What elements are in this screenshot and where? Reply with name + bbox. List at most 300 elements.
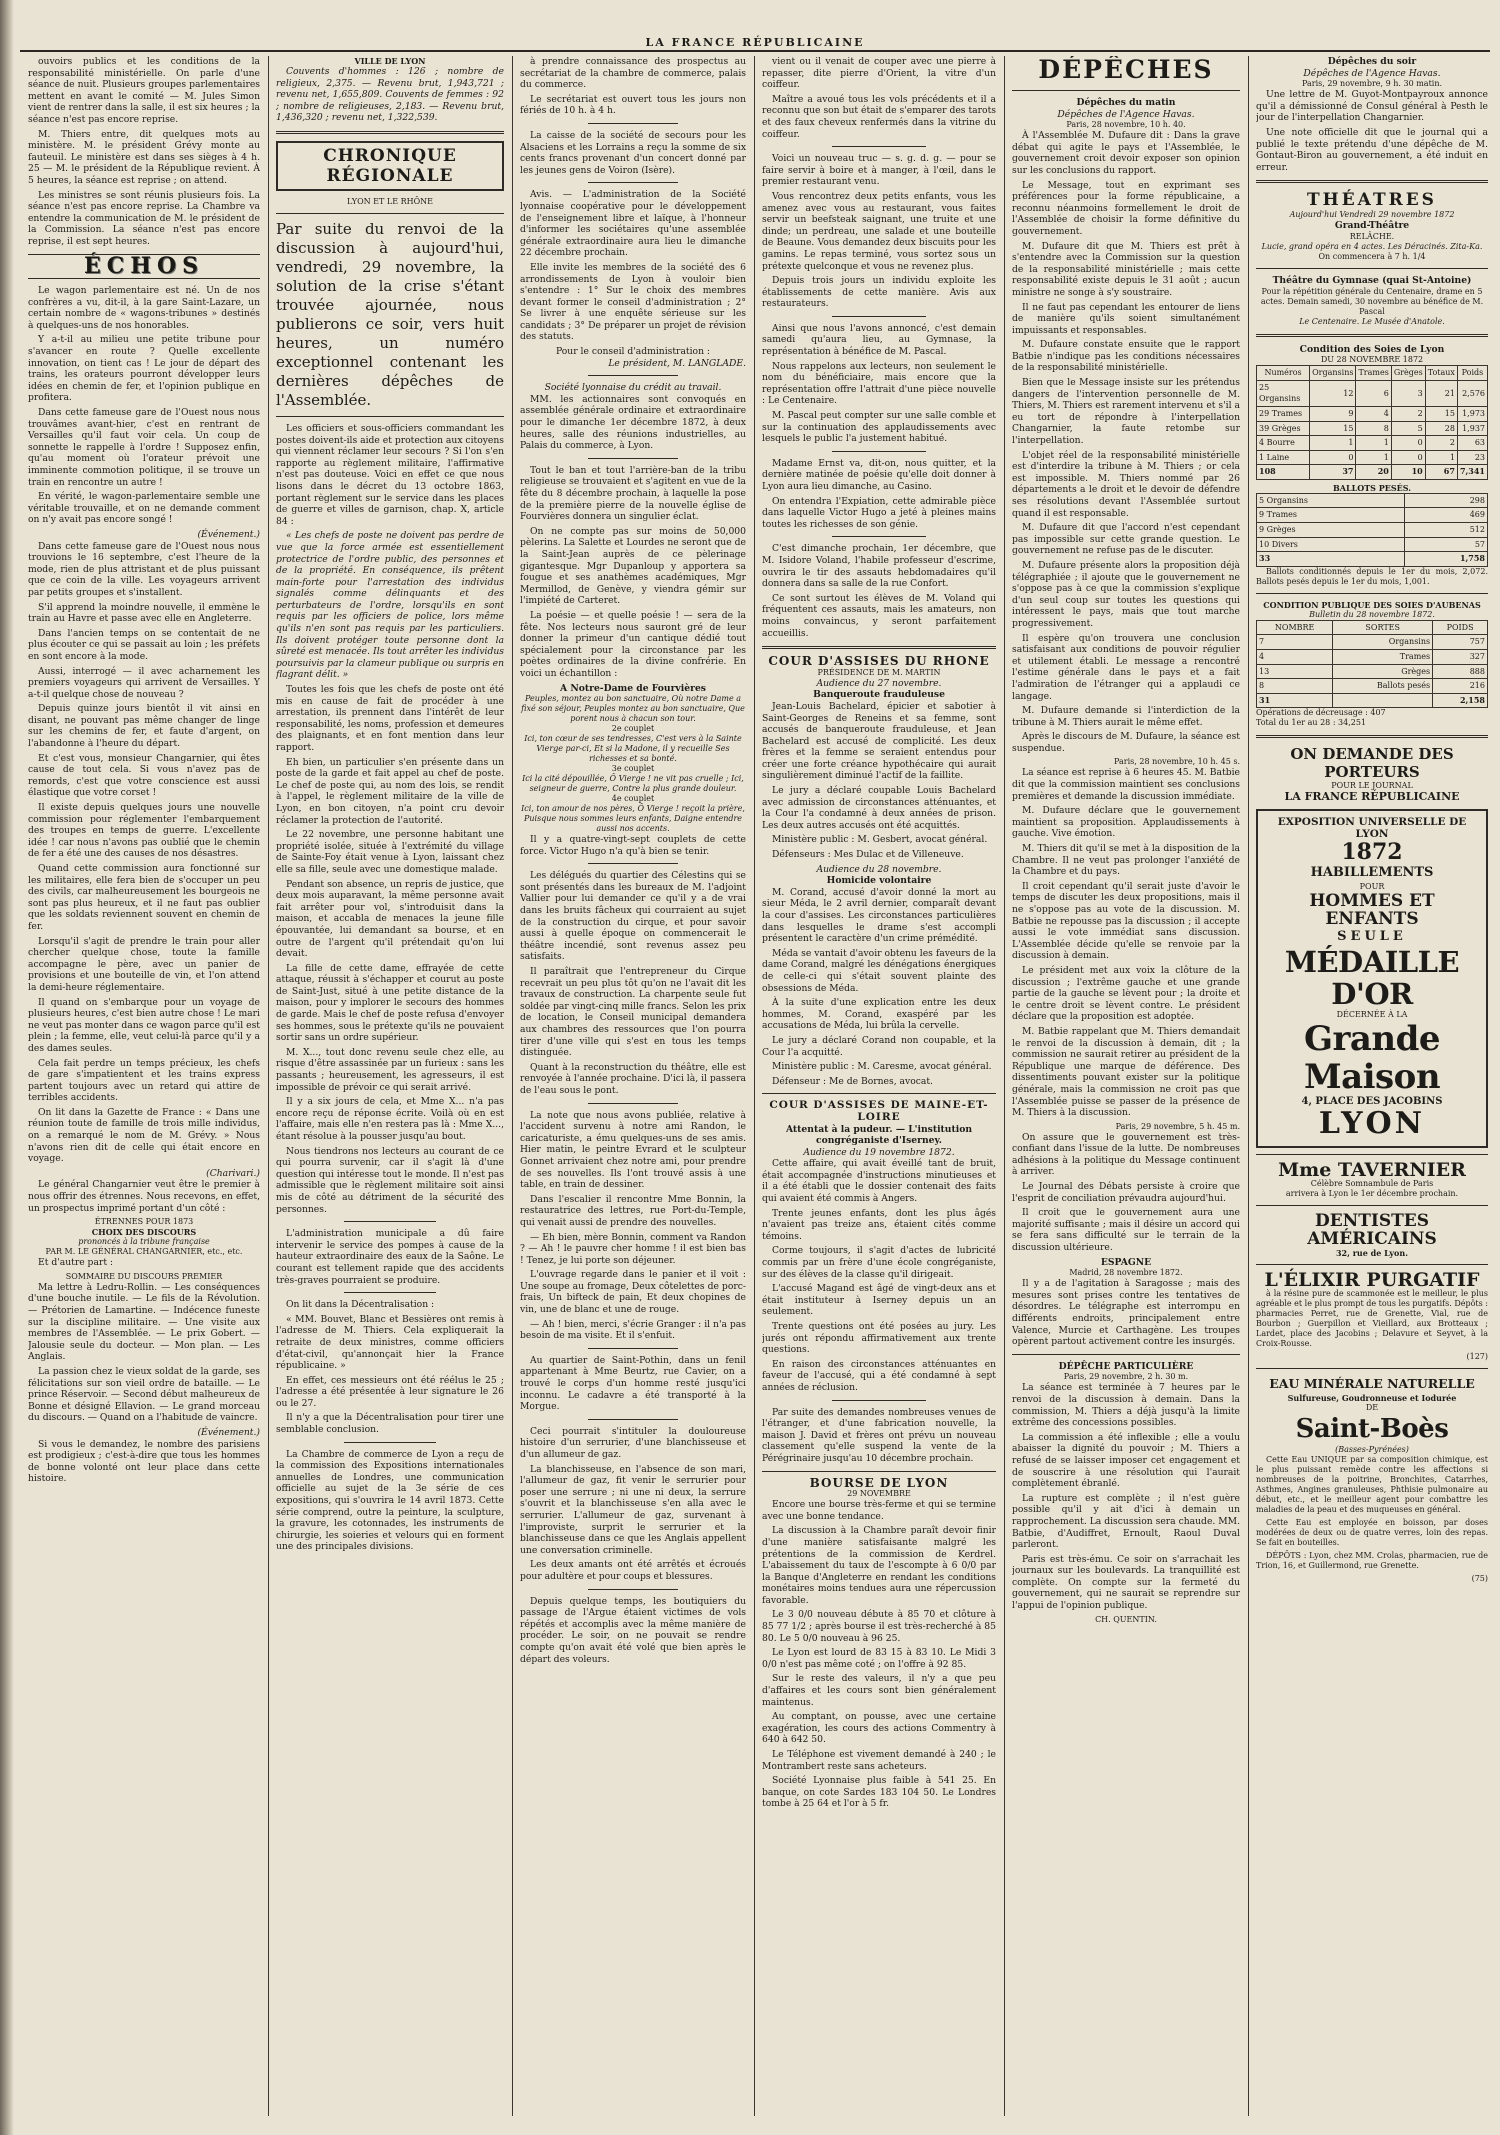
paragraph: Il n'y a que la Décentralisation pour tirer une semblable conclusion. xyxy=(276,1412,504,1436)
table-cell: 15 xyxy=(1425,406,1457,421)
prospectus-line: PAR M. LE GÉNÉRAL CHANGARNIER, etc., etc. xyxy=(45,1247,243,1257)
divider xyxy=(588,1348,678,1349)
divider xyxy=(276,131,504,134)
paragraph: Tout le ban et tout l'arrière-ban de la tribu religieuse se trouvaient et s'agitent en vue de la fête du 8 décembre prochain, à laquelle la pose de la première pierre de la nouvelle église de Fourvières donnera un singulier éclat. xyxy=(520,464,746,523)
theatre-time: On commencera à 7 h. 1/4 xyxy=(1318,251,1426,261)
page-binding-shadow xyxy=(0,0,14,2135)
paragraph: M. Thiers dit qu'il se met à la disposition de la Chambre. Il ne veut pas prolonger l'anxiété de la Chambre et du pays. xyxy=(1012,843,1240,878)
paragraph: Depuis quelque temps, les boutiquiers du passage de l'Argue étaient victimes de vols répétés et accomplis avec la même manière de procéder. Le soir, on ne pouvait se rendre compte qu'on avait été volé que bien après le départ des voleurs. xyxy=(520,1595,746,1665)
table-cell: 4 xyxy=(1257,650,1333,665)
divider xyxy=(276,416,504,417)
paragraph: Les délégués du quartier des Célestins qui se sont présentés dans les bureaux de M. l'adjoint Vallier pour lui demander ce qu'il y a de vrai dans les bruits fâcheux qui courraient au sujet de la construction du cirque, et pour savoir aussi à quelle époque on commencerait le théâtre incendié, sont revenus assez peu satisfaits. xyxy=(520,870,746,963)
table-cell: 57 xyxy=(1405,537,1488,552)
paragraph: Au comptant, on pousse, avec une certaine exagération, les cours des actions Commentry à 640 à 642 50. xyxy=(762,1711,996,1746)
paragraph: La blanchisseuse, en l'absence de son mari, l'allumeur de gaz, fit venir le serrurier pour poser une serrure ; ni une ni deux, la serrure s'ouvrit et la blanchisseuse s'en alla avec le serrurier. L'allumeur de gaz, survenant à l'improviste, surprit le serrurier et la blanchisseuse dans ce que les Anglais appellent une conversation criminelle. xyxy=(520,1463,746,1556)
paragraph: Trente jeunes enfants, dont les plus âgés n'avaient pas treize ans, étaient cités comme témoins. xyxy=(762,1207,996,1242)
dateline: Paris, 29 novembre, 5 h. 45 m. xyxy=(1115,1121,1240,1131)
court-heading: COUR D'ASSISES DU RHONE xyxy=(768,654,990,669)
table-row xyxy=(1257,650,1488,665)
paragraph: Nous tiendrons nos lecteurs au courant de ce qui pourra survenir, car il s'agit là d'une question qui intéresse tout le monde. Il n'est pas admissible que le règlement militaire soit ainsi mis de côté au détriment de la sécurité des personnes. xyxy=(276,1145,504,1215)
ad-line: DE xyxy=(1365,1402,1379,1412)
signature: Le président, M. LANGLADE. xyxy=(608,357,746,369)
paragraph: Le wagon parlementaire est né. Un de nos confrères a vu, dit-il, à la gare Saint-Lazare, un certain nombre de « wagons-tribunes » destinés à quelques-uns de nos honorables. xyxy=(28,285,260,331)
table-cell: 1 Laine xyxy=(1257,450,1310,465)
paragraph: Dans l'ancien temps on se contentait de ne plus écouter ce qui se passait au loin ; les préfets en sont encore à la mode. xyxy=(28,627,260,662)
ad-line: POUR xyxy=(1359,882,1385,892)
table-row xyxy=(1257,436,1488,451)
paragraph: On entendra l'Expiation, cette admirable pièce dans laquelle Victor Hugo a jeté à pleines mains toutes les richesses de son génie. xyxy=(762,495,996,530)
table-header-cell: Totaux xyxy=(1425,366,1457,381)
table-cell: 1,758 xyxy=(1405,552,1488,567)
divider xyxy=(832,1400,926,1401)
paragraph: L'accusé Magand est âgé de vingt-deux ans et était instituteur à Iserney depuis un an seulement. xyxy=(762,1283,996,1318)
paragraph: Les ministres se sont réunis plusieurs fois. La séance n'est pas encore reprise. La Chambre va entendre la communication de M. le président de la Commission. La séance n'est pas encore reprise, il est sept heures. xyxy=(28,189,260,247)
table-cell: 28 xyxy=(1425,421,1457,436)
ad-line: HOMMES ET ENFANTS xyxy=(1309,891,1435,930)
column-rule xyxy=(512,56,513,2116)
divider xyxy=(344,1442,435,1443)
table-header-cell: Organsins xyxy=(1310,366,1356,381)
paragraph: vient ou il venait de couper avec une pierre à repasser, dite pierre d'Orient, la vitre d'un coiffeur. xyxy=(762,56,996,91)
paragraph: Le Lyon est lourd de 83 15 à 83 10. Le Midi 3 0/0 n'est pas même coté ; on l'offre à 92 85. xyxy=(762,1647,996,1670)
table-cell: 0 xyxy=(1391,450,1425,465)
paragraph: Bien que le Message insiste sur les prétendus dangers de l'intervention personnelle de M. Thiers, M. Thiers est rarement intervenu et s'il a eu tort de répondre à l'interpellation Changarnier, la faute retombe sur l'interpellation. xyxy=(1012,377,1240,447)
table-cell: 0 xyxy=(1310,450,1356,465)
paragraph: La discussion à la Chambre paraît devoir finir d'une manière satisfaisante malgré les prétentions de la commission de Kerdrel. L'abaissement du taux de l'escompte à 6 0/0 par la Banque d'Angleterre en rendant les conditions monétaires moins tendues aura une répercussion favorable. xyxy=(762,1525,996,1606)
table-row xyxy=(1257,523,1488,538)
audience-date: Audience du 28 novembre. xyxy=(816,863,942,875)
theatre-name: Théâtre du Gymnase (quai St-Antoine) xyxy=(1272,274,1472,286)
paragraph: À la suite d'une explication entre les deux hommes, M. Corand, exaspéré par les accusations de Méda, lui brûla la cervelle. xyxy=(762,997,996,1032)
table-header-cell: SORTES xyxy=(1333,620,1433,635)
table-cell: Trames xyxy=(1333,650,1433,665)
paragraph: Cela fait perdre un temps précieux, les chefs de gare s'impatientent et les trains express partent toujours avec un retard qui attire de terribles accidents. xyxy=(28,1057,260,1104)
column-rule xyxy=(1004,56,1005,2116)
echos-heading: ÉCHOS xyxy=(83,252,205,279)
divider xyxy=(1256,180,1488,183)
paragraph: La Chambre de commerce de Lyon a reçu de la commission des Expositions internationales annuelles de Londres, une communication officielle au sujet de la 3e série de ces expositions, qui s'ouvrira le 14 avril 1873. Cette série comprend, outre la peinture, la sculpture, la gravure, les cotonnades, les instruments de chirurgie, les soieries et velours qui en forment une des principales divisions. xyxy=(276,1448,504,1553)
paragraph: Il y a six jours de cela, et Mme X... n'a pas encore reçu de réponse écrite. Voilà où en est l'affaire, mais elle n'en restera pas là : Mme X..., étant résolue à la pousser jusqu'au bout. xyxy=(276,1096,504,1142)
ad-elixir-title: L'ÉLIXIR PURGATIF xyxy=(1264,1268,1480,1291)
ad-line: Célèbre Somnambule de Paris xyxy=(1310,1178,1434,1188)
theatres-heading: THÉATRES xyxy=(1307,190,1437,211)
table-row xyxy=(1257,679,1488,694)
table-cell: 108 xyxy=(1257,465,1310,480)
divider xyxy=(276,213,504,214)
paragraph: M. Dufaure dit que l'accord n'est cependant pas impossible sur cette grande question. Le gouvernement ne refuse pas de le discuter. xyxy=(1012,522,1240,557)
paragraph: Le Téléphone est vivement demandé à 240 ; le Montrambert reste sans acheteurs. xyxy=(762,1749,996,1772)
paragraph: Dans l'escalier il rencontre Mme Bonnin, la restauratrice des lettres, rue Port-du-Temple, qui venait aussi de prendre des nouvelles. xyxy=(520,1193,746,1228)
table-row xyxy=(1257,406,1488,421)
table-row xyxy=(1257,450,1488,465)
table-cell: 20 xyxy=(1356,465,1391,480)
paragraph: L'ouvrage regarde dans le panier et il voit : Une soupe au fromage, Deux côtelettes de porc-frais, Un bifteck de pain, Et deux chopines de vin, une de blanc et une de rouge. xyxy=(520,1269,746,1316)
ad-line: DÉCERNÉE À LA xyxy=(1336,1010,1408,1020)
table-total-row xyxy=(1257,693,1488,708)
paragraph: « MM. Bouvet, Blanc et Bessières ont remis à l'adresse de M. Thiers. Cela expliquerait la retraite de deux ministres, comme officiers d'état-civil, qu'annonçait hier la France républicaine. » xyxy=(276,1313,504,1372)
paragraph: M. Dufaure présente alors la proposition déjà télégraphiée ; il ajoute que le gouvernement ne s'oppose pas à ce que la commission s'explique d'un seul coup sur toutes les questions qui intéressent le pays, mais que tout marche progressivement. xyxy=(1012,559,1240,629)
paragraph: Une note officielle dit que le journal qui a publié le texte prétendu d'une dépêche de M. Gontaut-Biron au gouvernement, a été induit en erreur. xyxy=(1256,126,1488,173)
column-rule xyxy=(754,56,755,2116)
table-cell: 67 xyxy=(1425,465,1457,480)
divider xyxy=(588,458,678,459)
paragraph: Nous rappelons aux lecteurs, non seulement le nom du bénéficiaire, mais encore que la représentation offre l'attrait d'une pièce nouvelle : Le Centenaire. xyxy=(762,360,996,407)
bourse-heading: BOURSE DE LYON xyxy=(809,1475,949,1490)
paragraph: Et c'est vous, monsieur Changarnier, qui êtes cause de tout cela. Si vous n'avez pas de remords, c'est que votre conscience est aussi élastique que votre corset ! xyxy=(28,752,260,799)
table-row xyxy=(1257,380,1488,406)
paragraph: Paris est très-ému. Ce soir on s'arrachait les journaux sur les boulevards. La tranquillité est complète. On compte sur la fermeté du gouvernement, qui ne saurait se reprendre sur l'appui de l'opinion publique. xyxy=(1012,1553,1240,1612)
dateline: Paris, 29 novembre, 9 h. 30 matin. xyxy=(1301,79,1443,89)
divider xyxy=(1256,1154,1488,1155)
table-total-row xyxy=(1257,465,1488,480)
table-cell: 327 xyxy=(1433,650,1488,665)
table-cell: Ballots pesés xyxy=(1333,679,1433,694)
paragraph: M. Thiers entre, dit quelques mots au ministère. M. le président Grévy monte au fauteuil. Le ministère est dans ses sièges à 4 h. 25 — M. le président de la République revient. À 5 heures, la séance est reprise ; on attend. xyxy=(28,128,260,186)
ad-line: (Basses-Pyrénées) xyxy=(1335,1444,1409,1454)
divider xyxy=(762,1093,996,1094)
paragraph: à la résine pure de scammonée est le meilleur, le plus agréable et le plus prompt de tous les purgatifs. Dépôts : pharmacies Perret, rue de Grenette, Vial, rue de Bourbon ; Guerpillon et Vieillard, aux Brotteaux ; Lardet, place des Jacobins ; Delavure et Seyvet, à la Croix-Rousse. xyxy=(1256,1288,1488,1348)
table-cell: 1 xyxy=(1356,450,1391,465)
paragraph: M. Dufaure dit que M. Thiers est prêt à s'entendre avec la Commission sur la question de la responsabilité ministérielle ; mais cette responsabilité existe depuis le 31 août ; aucun ministre ne songe à s'y soustraire. xyxy=(1012,240,1240,298)
paragraph: À l'Assemblée M. Dufaure dit : Dans la grave débat qui agite le pays et l'Assemblée, le gouvernement croit devoir exposer son opinion sur les conclusions du rapport. xyxy=(1012,130,1240,176)
theatre-name: Grand-Théâtre xyxy=(1334,220,1410,232)
ad-line: POUR LE JOURNAL xyxy=(1331,781,1413,791)
column-rule xyxy=(1248,56,1249,2116)
table-cell: 0 xyxy=(1391,436,1425,451)
ad-tavernier-title: Mme TAVERNIER xyxy=(1278,1158,1466,1181)
paragraph: Le secrétariat est ouvert tous les jours non fériés de 10 h. à 4 h. xyxy=(520,93,746,117)
table-cell: 9 xyxy=(1310,406,1356,421)
paragraph: Une lettre de M. Guyot-Montpayroux annonce qu'il a démissionné de Consul général à Pesth le jour de l'interpellation Changarnier. xyxy=(1256,89,1488,124)
case-title: Banqueroute frauduleuse xyxy=(813,689,945,701)
paragraph: Quant à la reconstruction du théâtre, elle est renvoyée à l'année prochaine. D'ici là, il passera de l'eau sous le pont. xyxy=(520,1061,746,1096)
paragraph: Il croit que le gouvernement aura une majorité suffisante ; mais il désire un accord qui se fera sans difficulté sur le terrain de la discussion ultérieure. xyxy=(1012,1207,1240,1254)
table-date: DU 28 NOVEMBRE 1872 xyxy=(1320,355,1424,365)
divider xyxy=(832,146,926,147)
table-row xyxy=(1257,421,1488,436)
divider xyxy=(588,375,678,376)
paragraph: Il ne faut pas cependant les entourer de liens de manière qu'ils soient simultanément impuissants et responsables. xyxy=(1012,301,1240,336)
paragraph: Depuis quinze jours bientôt il vit ainsi en disant, ne pouvant pas même changer de linge sur les chemins de fer, et faute d'argent, on l'abandonne à l'heure du départ. xyxy=(28,703,260,750)
theatre-programme: Pour la répétition générale du Centenaire, drame en 5 actes. Demain samedi, 30 novembre au bénéfice de M. Pascal xyxy=(1260,286,1484,316)
paragraph: La commission a été inflexible ; elle a voulu abaisser la dignité du pouvoir ; M. Thiers a refusé de se laisser imposer cet engagement et de souscrire à une résolution qui l'aurait complètement ébranlé. xyxy=(1012,1431,1240,1490)
paragraph: Ma lettre à Ledru-Rollin. — Les conséquences d'une bouche inutile. — Le fils de la Révolution. — Prétorien de Lamartine. — Indécence funeste sur la discipline militaire. — Une visite aux membres de l'Assemblée. — Le prix Gobert. — Jalousie seule du docteur. — Mon plan. — Les Anglais. xyxy=(28,1281,260,1363)
silk-condition-table xyxy=(1256,365,1488,480)
table-cell: 63 xyxy=(1457,436,1487,451)
paragraph: La passion chez le vieux soldat de la garde, ses félicitations sur son vieil ordre de bataille. — Le prince Réservoir. — Second début malheureux de Bonne et désigné Ellavion. — Le grand morceau du discours. — Quand on a l'habitude de vaincre. xyxy=(28,1365,260,1424)
table-cell: 25 Organsins xyxy=(1257,380,1310,406)
paragraph: S'il apprend la moindre nouvelle, il emmène le train au Havre et passe avec elle en Angleterre. xyxy=(28,601,260,625)
paragraph: Il existe depuis quelques jours une nouvelle commission pour réglementer l'embarquement des troupes en temps de guerre. L'excellente idée ! car nous n'avons pas oublié que le chemin de fer a été une des causes de nos désastres. xyxy=(28,802,260,860)
theatres-date: Aujourd'hui Vendredi 29 novembre 1872 xyxy=(1289,210,1455,220)
divider xyxy=(832,536,926,537)
paragraph: La note que nous avons publiée, relative à l'accident survenu à notre ami Randon, le caricaturiste, a ému quelques-uns de ses amis. Hier matin, le peintre Evrard et le sculpteur Gonnet arrivaient chez notre ami, pour prendre de ses nouvelles. Ils l'ont trouvé assis à une table, en train de dessiner. xyxy=(520,1109,746,1191)
table-header-cell: Numéros xyxy=(1257,366,1310,381)
table-row xyxy=(1257,493,1488,508)
theatre-programme: Le Centenaire. Le Musée d'Anatole. xyxy=(1299,316,1445,326)
ad-line: Sulfureuse, Goudronneuse et Iodurée xyxy=(1287,1392,1457,1403)
column-rule xyxy=(268,56,269,2116)
divider xyxy=(588,123,678,124)
prospectus-line: SOMMAIRE DU DISCOURS PREMIER xyxy=(65,1271,223,1281)
notice-heading: Société lyonnaise du crédit au travail. xyxy=(544,382,722,394)
stats-heading: VILLE DE LYON xyxy=(354,56,426,66)
table-cell: 1 xyxy=(1425,450,1457,465)
paragraph: Y a-t-il au milieu une petite tribune pour s'avancer en route ? Quelle excellente innovation, on tient cas ! Le jour de départ des trains, les orateurs pourront développer leurs idées en chemin de fer, et l'opinion publique en profitera. xyxy=(28,334,260,404)
divider xyxy=(1256,1205,1488,1206)
table-cell: 31 xyxy=(1257,693,1333,708)
table-cell: 33 xyxy=(1257,552,1405,567)
divider xyxy=(832,316,926,317)
paragraph: Après le discours de M. Dufaure, la séance est suspendue. xyxy=(1012,731,1240,754)
paragraph: Voici un nouveau truc — s. g. d. g. — pour se faire servir à boire et à manger, à l'œil, dans le premier restaurant venu. xyxy=(762,153,996,188)
table-cell: 5 xyxy=(1391,421,1425,436)
poem-title: A Notre-Dame de Fourvières xyxy=(560,682,706,694)
table-cell: 39 Grèges xyxy=(1257,421,1310,436)
table-cell xyxy=(1333,693,1433,708)
table-cell: 2 xyxy=(1391,406,1425,421)
bourse-date: 29 NOVEMBRE xyxy=(847,1489,911,1499)
paragraph: La séance est terminée à 7 heures par le renvoi de la discussion à demain. Dans la commission, M. Thiers a déjà jusqu'à la limite extrême des concessions possibles. xyxy=(1012,1382,1240,1429)
ad-line: arrivera à Lyon le 1er décembre prochain. xyxy=(1285,1188,1459,1198)
table-cell: 888 xyxy=(1433,664,1488,679)
prospectus-line: prononcés à la tribune française xyxy=(78,1237,210,1247)
table-cell: 2 xyxy=(1425,436,1457,451)
table-cell: 5 Organsins xyxy=(1257,493,1405,508)
table-cell: 15 xyxy=(1310,421,1356,436)
paragraph: Trente questions ont été posées au jury. Les jurés ont répondu affirmativement aux trente questions. xyxy=(762,1321,996,1356)
paragraph: M. Batbie rappelant que M. Thiers demandait le renvoi de la discussion à demain, dit ; la commission ne saurait retirer au président de la République une marque de déférence. Des dissentiments pouvant exister sur la politique générale, mais la commission ne croit pas que l'Assemblée puisse se passer de la présence de M. Thiers à la discussion. xyxy=(1012,1025,1240,1119)
paragraph: Vous rencontrez deux petits enfants, vous les amenez avec vous au restaurant, vous faites servir un beefsteak saignant, une truite et une dinde; un perdreau, une salade et une bouteille de Beaune. Vous demandez deux biscuits pour les gamins. Le repas terminé, vous sortez sous un prétexte quelconque et vous ne revenez plus. xyxy=(762,190,996,272)
paragraph: Si vous le demandez, le nombre des parisiens est prodigieux ; c'est-à-dire que tous les hommes de bonne volonté ont leur place dans cette histoire. xyxy=(28,1438,260,1485)
paragraph: Eh bien, un particulier s'en présente dans un poste de la garde et fait appel au chef de poste. Le chef de poste qui, au nom des lois, se rendit à l'appel, le règlement militaire de la ville de Lyon, en bon citoyen, n'a point cru devoir réclamer la protection de l'autorité. xyxy=(276,756,504,826)
table-cell: 2,576 xyxy=(1457,380,1487,406)
source-credit: (Charivari.) xyxy=(206,1167,260,1179)
table-header-cell: Trames xyxy=(1356,366,1391,381)
table-cell: 512 xyxy=(1405,523,1488,538)
table-cell: 469 xyxy=(1405,508,1488,523)
table-heading: BALLOTS PESÉS. xyxy=(1333,482,1411,493)
table-cell: 13 xyxy=(1257,664,1333,679)
table-cell: 10 Divers xyxy=(1257,537,1405,552)
table-cell: Organsins xyxy=(1333,635,1433,650)
paragraph: M. Dufaure constate ensuite que le rapport Batbie n'indique pas les conditions nécessaires de la responsabilité ministérielle. xyxy=(1012,339,1240,374)
column-6 xyxy=(1256,56,1488,2116)
table-heading: Condition des Soies de Lyon xyxy=(1299,343,1445,355)
court-presidency: PRÉSIDENCE DE M. MARTIN xyxy=(817,667,941,677)
table-cell: 298 xyxy=(1405,493,1488,508)
divider xyxy=(1256,735,1488,738)
paragraph: Couvents d'hommes : 126 ; nombre de religieux, 2,375. — Revenu brut, 1,943,721 ; revenu net, 1,655,809. Couvents de femmes : 92 ; nombre de religieuses, 2,183. — Revenu brut, 1,436,320 ; revenu net, 1,322,539. xyxy=(276,66,504,124)
paragraph: Elle invite les membres de la société des 6 arrondissements de Lyon à vouloir bien s'entendre : 1° Sur le choix des membres devant former le conseil d'administration ; 2° Se livrer à une enquête sérieuse sur les candidats ; 3° De préparer un projet de révision des statuts. xyxy=(520,261,746,343)
paragraph: Ce sont surtout les élèves de M. Voland qui fréquentent ces assauts, mais les amateurs, non moins convaincus, y seront parfaitement accueillis. xyxy=(762,592,996,639)
divider xyxy=(344,1292,435,1293)
subsection-heading: DÉPÊCHE PARTICULIÈRE xyxy=(1058,1360,1194,1372)
table-row xyxy=(1257,508,1488,523)
paragraph: Dans cette fameuse gare de l'Ouest nous nous trouvions le 16 septembre, c'est l'heure de la mode, rien de plus attristant et de plus puissant que ce coin de la ville. Les voyageurs arrivent par petits groupes et s'installent. xyxy=(28,540,260,598)
table-total-row xyxy=(1257,552,1488,567)
paragraph: M. X..., tout donc revenu seule chez elle, au risque d'être assassinée par un furieux : sans les passants ; heureusement, les agresseurs, il est impossible de prévoir ce qui serait arrivé. xyxy=(276,1046,504,1093)
paragraph: Il croit cependant qu'il serait juste d'avoir le temps de discuter les deux propositions, mais il ne s'oppose pas au vote de la discussion. M. Batbie ne repousse pas la discussion ; il accepte aussi le vote immédiat sans discussion. L'Assemblée décide qu'elle se renvoie par la discussion à demain. xyxy=(1012,880,1240,962)
table-date: Bulletin du 28 novembre 1872. xyxy=(1309,609,1435,619)
table-cell: 23 xyxy=(1457,450,1487,465)
paragraph: Toutes les fois que les chefs de poste ont été mis en cause de fait de procéder à une arrestation, ils prennent dans l'intérêt de leur responsabilité, les noms, profession et demeures des plaignants, et en font mention dans leur rapport. xyxy=(276,684,504,753)
paragraph: Sur le reste des valeurs, il n'y a que peu d'affaires et les cours sont bien généralement maintenus. xyxy=(762,1673,996,1708)
divider xyxy=(1256,593,1488,594)
paragraph: Au quartier de Saint-Pothin, dans un fenil appartenant à Mme Beurtz, rue Cavier, on a trouvé le corps d'un homme resté jusqu'ici inconnu. Le cadavre a été transporté à la Morgue. xyxy=(520,1354,746,1413)
paragraph: En raison des circonstances atténuantes en faveur de l'accusé, qui a été condamné à sept années de réclusion. xyxy=(762,1358,996,1393)
paragraph: C'est dimanche prochain, 1er décembre, que M. Isidore Voland, l'habile professeur d'escrime, ouvrira le tir des assauts hebdomadaires qu'il donnera dans sa salle de la rue Confort. xyxy=(762,543,996,590)
paragraph: Aussi, interrogé — il avec acharnement les premiers voyageurs qui arrivent de Versailles. Y a-t-il quelque chose de nouveau ? xyxy=(28,665,260,700)
paragraph: DÉPÔTS : Lyon, chez MM. Crolas, pharmacien, rue de Trion, 16, et Guillermond, rue Grenette. xyxy=(1256,1550,1488,1570)
agency-line: Dépêches de l'Agence Havas. xyxy=(1303,67,1441,79)
table-row xyxy=(1257,664,1488,679)
source-credit: (Événement.) xyxy=(197,1426,260,1438)
paragraph: Maître a avoué tous les vols précédents et il a reconnu que son but était de s'emparer des tarots et des faux cheveux renfermés dans la vitrine du coiffeur. xyxy=(762,93,996,140)
paragraph: L'administration municipale a dû faire intervenir le service des pompes à cause de la hauteur extraordinaire des eaux de la Saône. Le courant est tellement rapide que des accidents très-graves pourraient se produire. xyxy=(276,1228,504,1286)
divider xyxy=(832,451,926,452)
table-cell: 1,973 xyxy=(1457,406,1487,421)
table-cell: 10 xyxy=(1391,465,1425,480)
ballots-table xyxy=(1256,493,1488,567)
paragraph: — Eh bien, mère Bonnin, comment va Randon ? — Ah ! le pauvre cher homme ! il est bien bas ! Tenez, je lui porte son déjeuner. xyxy=(520,1231,746,1266)
paragraph: Ballots conditionnés depuis le 1er du mois, 2,072. Ballots pesés depuis le 1er du mois, 1,001. xyxy=(1256,566,1488,586)
paragraph: Quand cette commission aura fonctionné sur les militaires, elle fera bien de s'occuper un peu des civils, car malheureusement les bourgeois ne sont pas plus heureux, et il ne faut pas oublier que les soldats reviennent souvent en chemin de fer. xyxy=(28,863,260,932)
ad-line: HABILLEMENTS xyxy=(1310,865,1434,881)
poem-couplet-label: 4e couplet xyxy=(611,794,655,804)
agency-line: Dépêches de l'Agence Havas. xyxy=(1057,108,1195,120)
table-cell: 7 xyxy=(1257,635,1333,650)
table-cell: 1,937 xyxy=(1457,421,1487,436)
paragraph: Défenseurs : Mes Dulac et de Villeneuve. xyxy=(772,849,964,861)
dateline: Paris, 28 novembre, 10 h. 45 s. xyxy=(1114,757,1240,767)
paragraph: Le Message, tout en exprimant ses préférences pour la forme républicaine, a reconnu néanmoins formellement le droit de l'Assemblée de choisir la forme définitive du gouvernement. xyxy=(1012,179,1240,237)
case-title: Attentat à la pudeur. — L'institution congréganiste d'Iserney. xyxy=(785,1123,973,1147)
signature: CH. QUENTIN. xyxy=(1095,1614,1157,1624)
ad-porteurs-title: ON DEMANDE DES PORTEURS xyxy=(1290,745,1454,782)
table-cell: 4 Bourre xyxy=(1257,436,1310,451)
ad-city: LYON xyxy=(1318,1105,1426,1141)
table-cell: 29 Trames xyxy=(1257,406,1310,421)
table-header-cell: Poids xyxy=(1457,366,1487,381)
depeches-heading: DÉPÊCHES xyxy=(1038,56,1214,84)
table-cell: 1 xyxy=(1310,436,1356,451)
paragraph: Le 3 0/0 nouveau débute à 85 70 et clôture à 85 77 1/2 ; après bourse il est très-recherché à 85 80. Le 5 0/0 nouveau à 96 25. xyxy=(762,1609,996,1644)
table-cell: 757 xyxy=(1433,635,1488,650)
prospectus-line: CHOIX DES DISCOURS xyxy=(91,1227,197,1238)
dateline: Paris, 29 novembre, 2 h. 30 m. xyxy=(1063,1372,1189,1382)
paragraph: Madame Ernst va, dit-on, nous quitter, et la dernière matinée de poésie qu'elle doit donner à Lyon aura lieu dimanche, au Casino. xyxy=(762,457,996,492)
ad-number: (75) xyxy=(1471,1573,1488,1583)
paragraph: On assure que le gouvernement est très-confiant dans l'issue de la lutte. De nombreuses adhésions à la politique du Message continuent à arriver. xyxy=(1012,1131,1240,1178)
ad-brand: Grande Maison xyxy=(1303,1019,1441,1098)
ad-medal: MÉDAILLE D'OR xyxy=(1284,945,1460,1012)
paragraph: Société Lyonnaise plus faible à 541 25. En banque, on cote Sardes 183 104 50. Le Londres tombe à 25 64 et l'or à 5 fr. xyxy=(762,1775,996,1810)
ad-year: 1872 xyxy=(1341,839,1403,866)
paragraph: Le général Changarnier veut être le premier à nous offrir des étrennes. Nous recevons, en effet, un prospectus imprimé portant d'un côté : xyxy=(28,1179,260,1214)
divider xyxy=(588,1589,678,1590)
column-3 xyxy=(520,56,746,2116)
ad-brand: Saint-Boès xyxy=(1295,1413,1449,1444)
poem-stanza: Ici la cité dépouillée, Ô Vierge ! ne vit pas cruelle ; Ici, seigneur de guerre, Contre la plus grande douleur. xyxy=(522,774,744,794)
paragraph: Il y a de l'agitation à Saragosse ; mais des mesures sont prises contre les tentatives de désordres. Le télégraphe est interrompu en différents endroits, principalement entre Valence, Murcie et Carthagène. Les troupes opèrent partout activement contre les insurgés. xyxy=(1012,1278,1240,1348)
divider xyxy=(1256,334,1488,337)
paragraph: Méda se vantait d'avoir obtenu les faveurs de la dame Corand, malgré les dénégations énergiques de celle-ci qui s'était souvent plainte des obsessions de Méda. xyxy=(762,947,996,994)
ad-line: LA FRANCE RÉPUBLICAINE xyxy=(1284,790,1460,804)
subsection-heading: Dépêches du matin xyxy=(1076,97,1176,108)
divider xyxy=(588,1103,678,1104)
paragraph: Il y a quatre-vingt-sept couplets de cette force. Victor Hugo n'a qu'à bien se tenir. xyxy=(520,834,746,857)
aubenas-table xyxy=(1256,620,1488,709)
signature-line: Pour le conseil d'administration : xyxy=(555,346,711,358)
table-header-cell: Grèges xyxy=(1391,366,1425,381)
paragraph: La séance est reprise à 6 heures 45. M. Batbie dit que la commission maintient ses conclusions premières et demande la discussion immédiate. xyxy=(1012,767,1240,802)
dateline: Madrid, 28 novembre 1872. xyxy=(1069,1268,1183,1278)
table-cell: 2,158 xyxy=(1433,693,1488,708)
paragraph: Ceci pourrait s'intituler la douloureuse histoire d'un serrurier, d'une blanchisseuse et d'un allumeur de gaz. xyxy=(520,1425,746,1460)
subsection-heading: Dépêches du soir xyxy=(1327,56,1417,67)
table-cell: 6 xyxy=(1356,380,1391,406)
paragraph: Le jury a déclaré coupable Louis Bachelard avec admission de circonstances atténuantes, et la Cour l'a condamné à deux années de prison. Les deux autres accusés ont été acquittés. xyxy=(762,785,996,831)
paragraph: Ministère public : M. Caresme, avocat général. xyxy=(772,1061,992,1073)
ad-address: 4, PLACE DES JACOBINS xyxy=(1301,1096,1443,1108)
table-heading: CONDITION PUBLIQUE DES SOIES D'AUBENAS xyxy=(1263,599,1481,610)
table-cell: 9 Grèges xyxy=(1257,523,1405,538)
column-5 xyxy=(1012,56,1240,2116)
ad-grande-maison xyxy=(1256,809,1488,1148)
table-header-cell: NOMBRE xyxy=(1257,620,1333,635)
audience-date: Audience du 19 novembre 1872. xyxy=(803,1146,955,1158)
paragraph: Lorsqu'il s'agit de prendre le train pour aller chercher quelque chose, toute la famille accompagne le père, avec un panier de provisions et une bouteille de vin, et l'on attend la demi-heure réglementaire. xyxy=(28,935,260,993)
lead-announcement: Par suite du renvoi de la discussion à aujourd'hui, vendredi, 29 novembre, la solution de la crise s'étant trouvée ajournée, nous publierons ce soir, vers huit heures, un numéro exceptionnel contenant les dernières dépêches de l'Assemblée. xyxy=(276,219,504,409)
divider xyxy=(1256,1368,1488,1369)
paragraph: Dans cette fameuse gare de l'Ouest nous nous trouvâmes avant-hier, c'est en rentrant de Versailles qu'il faut voir cela. Un coup de sonnette le rappelle à l'ordre ! Supposez enfin, qu'au moment où l'orateur prévoit une imminente commotion politique, il se trouve un train en rencontre un autre ! xyxy=(28,407,260,488)
source-credit: (Événement.) xyxy=(197,528,260,540)
paragraph: On lit dans la Gazette de France : « Dans une réunion toute de famille de trois mille individus, on a remarqué le nom de M. Grévy. » Nous n'avons rien dit de celle qui était encore en voyage. xyxy=(28,1106,260,1165)
paragraph: Les officiers et sous-officiers commandant les postes doivent-ils aide et protection aux citoyens qui viennent réclamer leur secours ? Si l'on s'en rapporte au règlement militaire, l'affirmative n'est pas douteuse. Voici en effet ce que nous lisons dans le décret du 13 octobre 1863, portant règlement sur le service dans les places de guerre et villes de garnison, chap. X, article 84 : xyxy=(276,422,504,527)
divider xyxy=(762,1471,996,1472)
paragraph: Cette Eau UNIQUE par sa composition chimique, est le plus puissant remède contre les affections si nombreuses de la poitrine, Bronchites, Catarrhes, Asthmes, Angines granuleuses, Phthisie pulmonaire au début, etc., et le meilleur agent pour combattre les maladies de la peau et des muqueuses en général. xyxy=(1256,1454,1488,1514)
divider xyxy=(1256,1264,1488,1265)
table-cell: 216 xyxy=(1433,679,1488,694)
table-cell: 37 xyxy=(1310,465,1356,480)
paragraph: Ministère public : M. Gesbert, avocat général. xyxy=(772,834,988,846)
paragraph: Les deux amants ont été arrêtés et écroués pour adultère et pour coups et blessures. xyxy=(520,1559,746,1582)
paragraph: Cette Eau est employée en boisson, par doses modérées de deux ou de quatre verres, loin des repas. Se fait en bouteilles. xyxy=(1256,1517,1488,1547)
table-note: Opérations de décreusage : 407 xyxy=(1256,708,1386,718)
paragraph: En effet, ces messieurs ont été réélus le 25 ; l'adresse a été présentée à leur signature le 26 ou le 27. xyxy=(276,1374,504,1409)
theatre-programme: Lucie, grand opéra en 4 actes. Les Déracinés. Zita-Ka. xyxy=(1261,241,1483,251)
table-cell: 21 xyxy=(1425,380,1457,406)
paragraph: La poésie — et quelle poésie ! — sera de la fête. Nos lecteurs nous sauront gré de leur donner la primeur d'un cantique dédié tout spécialement pour la circonstance par les poètes ordinaires de la divine confrérie. En voici un échantillon : xyxy=(520,609,746,679)
table-cell: 1 xyxy=(1356,436,1391,451)
paragraph: Il quand on s'embarque pour un voyage de plusieurs heures, c'est bien autre chose ! Le mari ne veut pas monter dans ce wagon parce qu'il est plein ; la femme, elle, veut celui-là parce qu'il y a des dames seules. xyxy=(28,996,260,1054)
poem-stanza: Ici, ton cœur de ses tendresses, C'est vers à la Sainte Vierge par-ci, Et si la Madone, il y recueille Ses richesses et sa bonté. xyxy=(524,734,742,764)
paragraph: M. Corand, accusé d'avoir donné la mort au sieur Méda, le 2 avril dernier, comparaît devant la cour d'assises. Les circonstances particulières dans lesquelles le drame s'est accompli présentent le caractère d'un crime prémédité. xyxy=(762,886,996,945)
divider xyxy=(1012,1354,1240,1355)
column-2 xyxy=(276,56,504,2116)
prospectus-line: ÉTRENNES POUR 1873 xyxy=(94,1217,194,1227)
table-cell: 12 xyxy=(1310,380,1356,406)
paragraph: Il paraîtrait que l'entrepreneur du Cirque recevrait un peu plus tôt qu'on ne l'avait dit les travaux de construction. La charpente seule fut soldée par vingt-cinq mille francs. Selon les prix de location, le Conseil municipal demandera aux chambres des ressources que l'on pourra tirer d'une ville qui s'est en tous les temps distinguée. xyxy=(520,966,746,1059)
paragraph: Avis. — L'administration de la Société lyonnaise coopérative pour le développement de l'enseignement libre et laïque, à l'honneur d'informer les sociétaires qu'une assemblée générale extraordinaire aura lieu le dimanche 22 décembre prochain. xyxy=(520,189,746,259)
table-row xyxy=(1257,635,1488,650)
paragraph: Il espère qu'on trouvera une conclusion satisfaisant aux conditions de pouvoir régulier et utilement établi. Le message a rencontré l'estime générale dans le pays et a fait l'admiration de l'étranger qui a applaudi ce langage. xyxy=(1012,632,1240,702)
divider xyxy=(344,1221,435,1222)
divider xyxy=(1256,268,1488,269)
paragraph: à prendre connaissance des prospectus au secrétariat de la chambre de commerce, palais du commerce. xyxy=(520,56,746,91)
paragraph: La caisse de la société de secours pour les Alsaciens et les Lorrains a reçu la somme de six cents francs provenant d'un concert donné par les jeunes gens de Voiron (Isère). xyxy=(520,129,746,176)
